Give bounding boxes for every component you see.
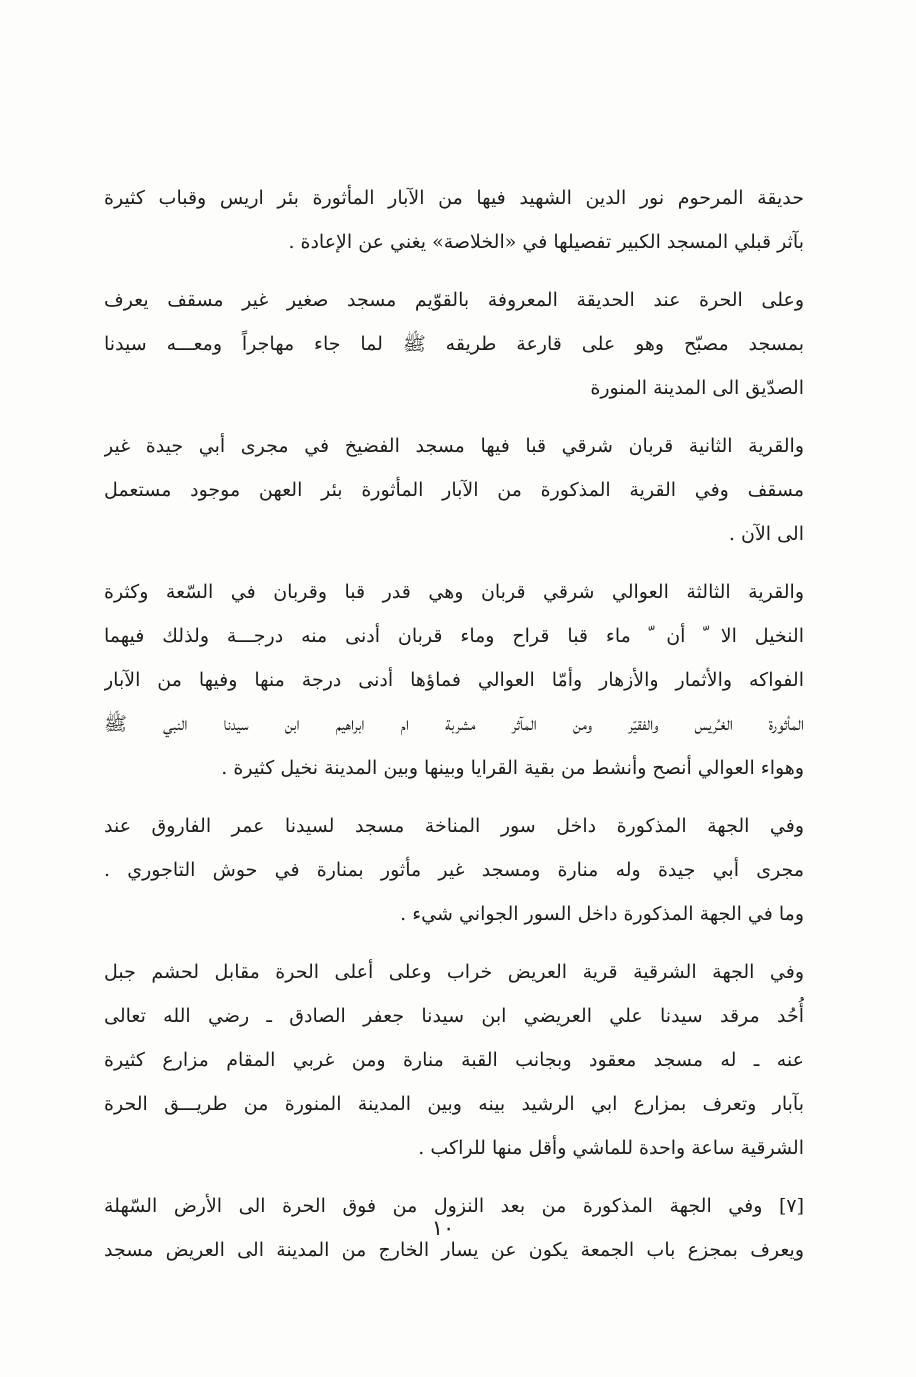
text-line: وهواء العوالي أنصح وأنشط من بقية القرايا وبينها وبين المدينة نخيل كثيرة . (221, 757, 804, 779)
text-line: والقرية الثالثة العوالي شرقي قربان وهي قدر قبا وقربان في السّعة وكثرة (104, 581, 804, 603)
paragraph-3 (104, 424, 804, 556)
text-line: بمسجد مصبّح وهو على قارعة طريقه ﷺ لما جاء مهاجراً ومعـــه سيدنا (104, 333, 804, 355)
text-line: الصدّيق الى المدينة المنورة (590, 377, 804, 399)
text-line: الى الآن . (728, 523, 804, 545)
paragraph-6 (104, 950, 804, 1170)
text-line: بآثر قبلي المسجد الكبير تفصيلها في «الخلاصة» يغني عن الإعادة . (288, 231, 804, 253)
paragraph-4 (104, 570, 804, 790)
text-line: وعلى الحرة عند الحديقة المعروفة بالقوّيم مسجد صغير غير مسقف يعرف (104, 289, 804, 311)
text-line: وفي الجهة المذكورة داخل سور المناخة مسجد لسيدنا عمر الفاروق عند (104, 815, 804, 837)
page-number: ١٠ (431, 1216, 455, 1240)
text-line: أُحُد مرقد سيدنا علي العريضي ابن سيدنا جعفر الصادق ـ رضي الله تعالى (104, 1005, 804, 1027)
text-line: مجرى أبي جيدة وله منارة ومسجد غير مأثور بمنارة في حوش التاجوري . (104, 859, 804, 881)
text-line: بآبار وتعرف بمزارع ابي الرشيد بينه وبين المدينة المنورة من طريـــق الحرة (104, 1093, 804, 1115)
text-line: النخيل الا ّ أن ّ ماء قبا قراح وماء قربان أدنى منه درجـــة ولذلك فيهما (104, 625, 804, 647)
text-line: عنه ـ له مسجد معقود وبجانب القبة منارة ومن غربي المقام مزارع كثيرة (104, 1049, 804, 1071)
text-line: والقرية الثانية قربان شرقي قبا فيها مسجد الفضيخ في مجرى أبي جيدة غير (104, 435, 804, 457)
text-line: وما في الجهة المذكورة داخل السور الجواني شيء . (400, 903, 804, 925)
text-line: ويعرف بمجزع باب الجمعة يكون عن يسار الخارج من المدينة الى العريض مسجد (104, 1239, 804, 1261)
page-body-text (104, 176, 804, 1272)
text-line: مسقف وفي القرية المذكورة من الآبار المأثورة بئر العهن موجود مستعمل (104, 479, 804, 501)
text-line: الشرقية ساعة واحدة للماشي وأقل منها للراكب . (418, 1137, 804, 1159)
text-line: وفي الجهة الشرقية قرية العريض خراب وعلى أعلى الحرة مقابل لحشم جبل (104, 961, 804, 983)
text-line: [٧] وفي الجهة المذكورة من بعد النزول من فوق الحرة الى الأرض السّهلة (104, 1195, 804, 1217)
text-line: المأثورة الغـُريس والفقيّر ومن المآثر مشربة ام ابراهيم ابن سيدنا النبي ﷺ (104, 713, 804, 735)
text-line: الفواكه والأثمار والأزهار وأمّا العوالي فماؤها أدنى درجة منها وفيها من الآبار (104, 669, 804, 691)
paragraph-1 (104, 176, 804, 264)
paragraph-2 (104, 278, 804, 410)
paragraph-5 (104, 804, 804, 936)
text-line: حديقة المرحوم نور الدين الشهيد فيها من الآبار المأثورة بئر اريس وقباب كثيرة (104, 187, 804, 209)
